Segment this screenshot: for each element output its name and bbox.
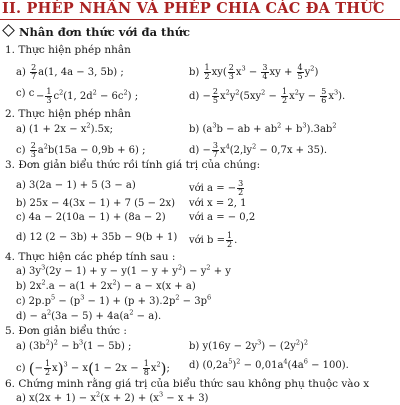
fraction: $\frac{2}{3}$ — [228, 63, 234, 81]
exercise-5a: a) $(3b^2)^2 - b^3(1 - 5b)$ ; — [16, 338, 132, 352]
fraction: $\frac{5}{6}$ — [321, 87, 327, 105]
exercise-5b: b) $y(16y - 2y^3) - (2y^2)^2$ — [189, 338, 309, 352]
exercise-3c-condition: với a = − 0,2 — [189, 212, 256, 223]
exercise-prompt: Thực hiện phép nhân — [18, 44, 131, 56]
exercise-2a: a) $(1 + 2x - x^2).5x$; — [16, 121, 114, 135]
exercise-1a: a) $\frac{2}{7}$ a(1, 4a − 3, 5b) ; — [16, 63, 124, 81]
exercise-5-heading: 5. Đơn giản biểu thức : — [5, 325, 127, 337]
fraction: $\frac{2}{5}$ — [212, 87, 218, 105]
title-text: PHÉP NHÂN VÀ PHÉP CHIA CÁC ĐA THỨC — [26, 0, 385, 17]
exercise-number: 1. — [5, 44, 16, 56]
fraction: $\frac{1}{8}$ — [143, 359, 149, 377]
exercise-5d: d) $(0,2a^5)^2 - 0,01a^4(4a^6 - 100)$. — [189, 357, 349, 371]
exercise-4b: b) $2x^2.a - a(1 + 2x^2) - a - x(x + a)$ — [16, 278, 196, 292]
exercise-1d: d) − $\frac{2}{5}$ $x^2y^2(5xy^2$ − $\frac{1}{2}$ $x^2y$ − $\frac{5}{6}$ $x^3$). — [189, 87, 346, 105]
page-title — [0, 0, 400, 19]
section-heading — [3, 25, 190, 39]
exercise-4c: c) $2p.p^5 - (p^3 - 1) + (p + 3).2p^2 - 3p^6$ — [16, 293, 212, 307]
fraction: $\frac{1}{2}$ — [204, 63, 210, 81]
exercise-6-heading: 6. Chứng minh rằng giá trị của biểu thức sau không phụ thuộc vào x — [5, 378, 370, 390]
exercise-3b-condition: với x = 2, 1 — [189, 198, 247, 209]
exercise-3a: a) 3(2a − 1) + 5 (3 − a) — [16, 180, 136, 191]
diamond-bullet-icon — [2, 24, 15, 37]
fraction: $\frac{1}{2}$ — [44, 359, 51, 377]
exercise-2c: c) $\frac{2}{3}$ $a^2b(15a - 0,9b + 6)$ ; — [16, 141, 146, 159]
title-underline — [0, 19, 400, 20]
exercise-3d-condition: với b = $\frac{1}{2}$ . — [189, 231, 238, 249]
exercise-2-heading: 2. Thực hiện phép nhân — [5, 108, 131, 120]
fraction: $\frac{3}{7}$ — [212, 141, 218, 159]
exercise-6a: a) $x(2x + 1) - x^2(x + 2) + (x^3 - x + 3)$ — [16, 390, 209, 404]
fraction: $\frac{3}{2}$ — [238, 179, 244, 197]
exercise-3b: b) 25x − 4(3x − 1) + 7 (5 − 2x) — [16, 198, 176, 209]
exercise-3c: c) 4a − 2(10a − 1) + (8a − 2) — [16, 212, 166, 223]
fraction: $\frac{4}{5}$ — [297, 63, 303, 81]
exercise-4-heading: 4. Thực hiện các phép tính sau : — [5, 251, 176, 263]
exercise-3a-condition: với a = − $\frac{3}{2}$ — [189, 179, 244, 197]
section-heading-text: Nhân đơn thức với đa thức — [19, 25, 191, 39]
exercise-1c: c) c — [16, 88, 35, 99]
fraction: $\frac{2}{3}$ — [30, 141, 36, 159]
exercise-2d: d) − $\frac{3}{7}$ $x^4(2,ly^2 - 0,7x + 35)$. — [189, 141, 328, 159]
exercise-1-heading — [5, 44, 131, 56]
exercise-1c-expression: − $\frac{1}{3}$ $c^2(1$, $2d^2 - 6c^2$) ; — [36, 87, 139, 105]
exercise-5c: c) (− $\frac{1}{2}$ x)$^3$ − x(1 − 2x − $\frac{1}{8}$ $x^2$); — [16, 359, 170, 378]
exercise-2b: b) ($a^3b$ − ab + $ab^2 + b^3).3ab^2$ — [189, 121, 337, 135]
exercise-4a: a) $3y^3(2y - 1) + y - y(1 - y + y^2) - y^2 + y$ — [16, 263, 231, 277]
fraction: $\frac{1}{2}$ — [282, 87, 288, 105]
exercise-4d: $d) - a^2(3a - 5) + 4a(a^2 - a)$. — [16, 308, 162, 322]
exercise-3-heading: 3. Đơn giản biểu thức rồi tính giá trị của chúng: — [5, 159, 261, 171]
fraction: $\frac{3}{4}$ — [262, 63, 268, 81]
fraction: $\frac{1}{2}$ — [227, 231, 233, 249]
exercise-3d: d) 12 (2 − 3b) + 35b − 9(b + 1) — [16, 232, 178, 243]
fraction: $\frac{1}{3}$ — [46, 87, 52, 105]
fraction: $\frac{2}{7}$ — [31, 63, 37, 81]
exercise-1b: b) $\frac{1}{2}$ xy( $\frac{2}{3}$ $x^3$ − $\frac{3}{4}$ xy + $\frac{4}{5}$ $y^2$) — [189, 63, 319, 81]
title-roman-numeral: II. — [2, 0, 22, 17]
